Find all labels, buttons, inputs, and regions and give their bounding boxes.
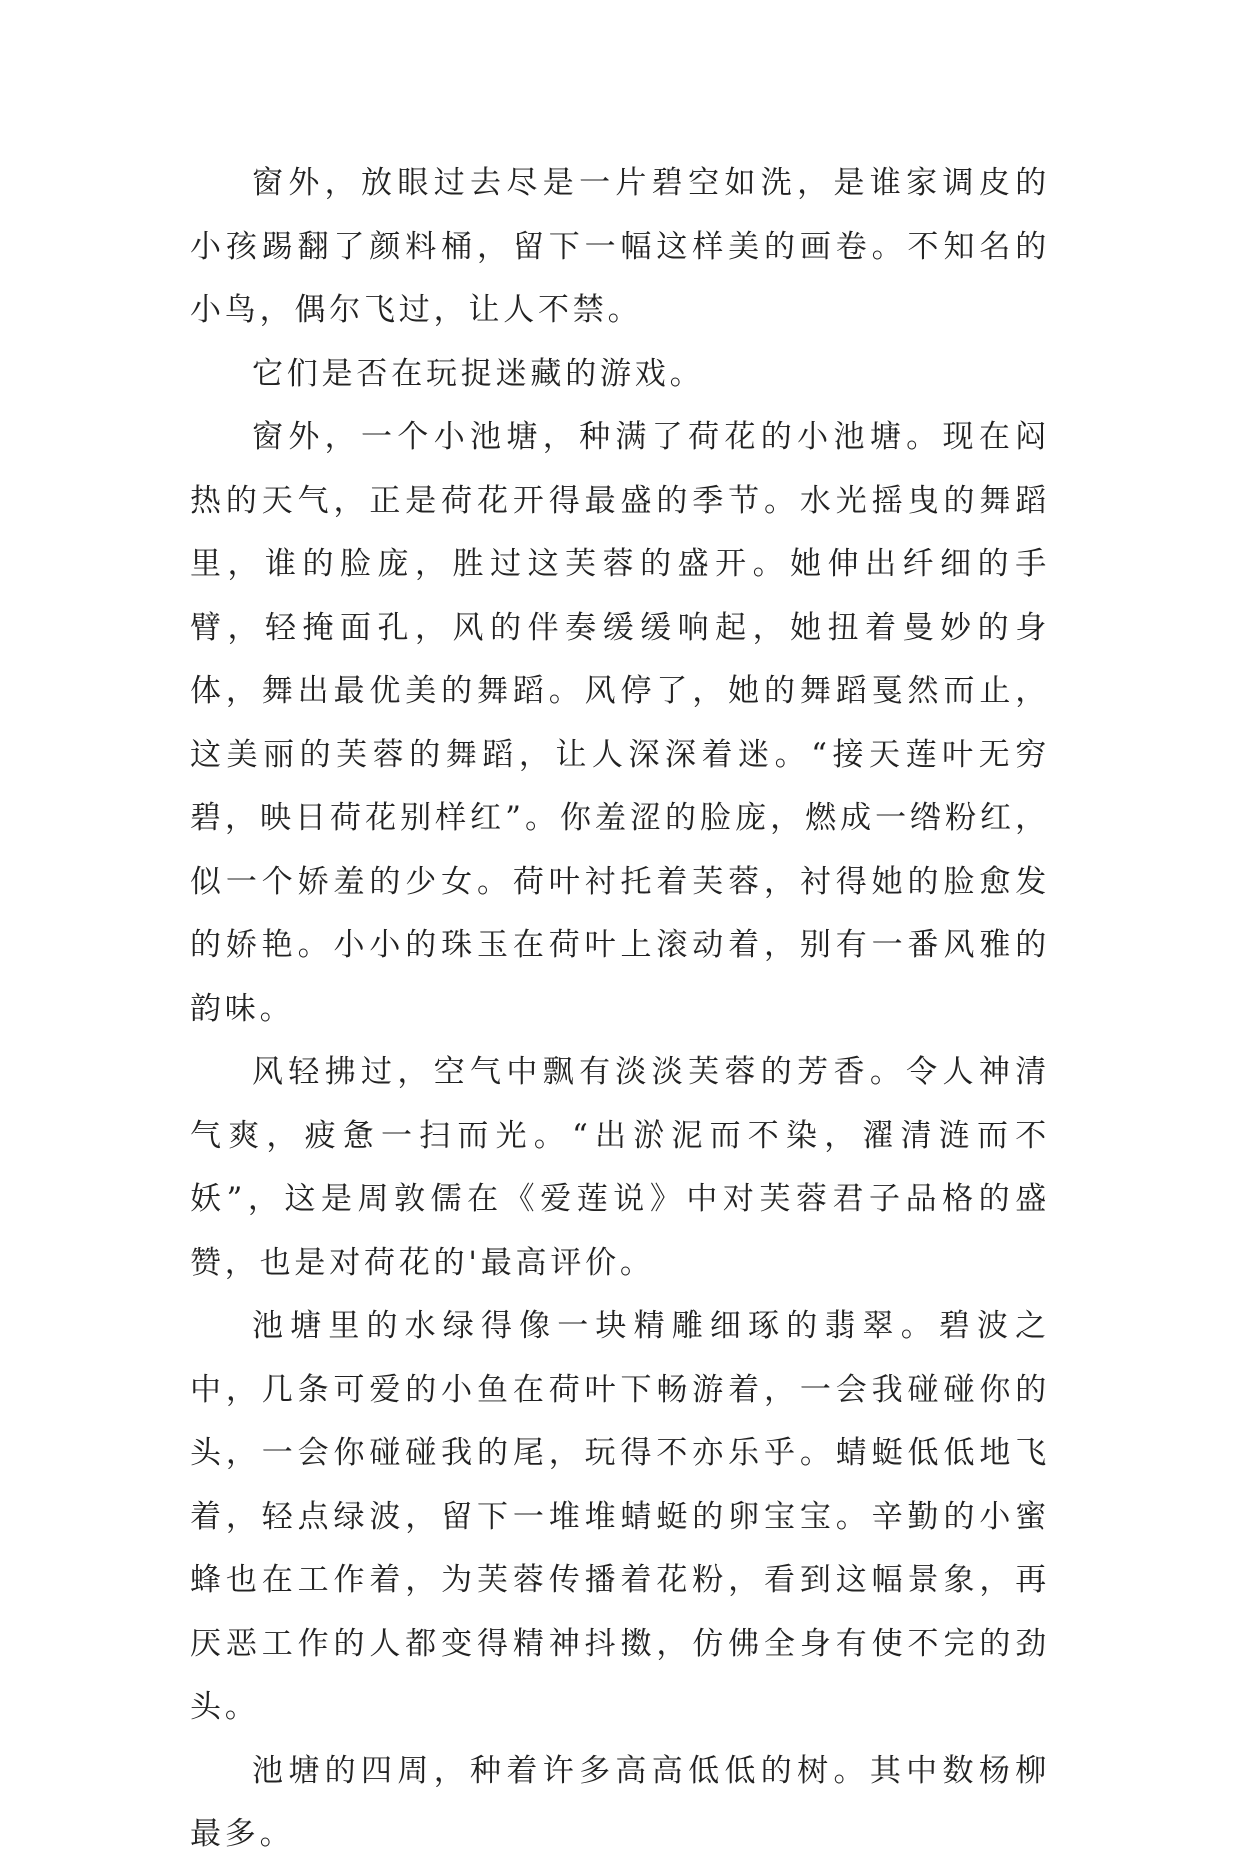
paragraph-pond-water: 池塘里的水绿得像一块精雕细琢的翡翠。碧波之中，几条可爱的小鱼在荷叶下畅游着，一会我碰碰你的头，一会你碰碰我的尾，玩得不亦乐乎。蜻蜓低低地飞着，轻点绿波，留下一堆堆蜻蜓的卵宝宝。辛勤的小蜜蜂也在工作着，为芙蓉传播着花粉，看到这幅景象，再厌恶工作的人都变得精神抖擞，仿佛全身有使不完的劲头。 xyxy=(190,1308,1050,1725)
paragraph-hide-and-seek: 它们是否在玩捉迷藏的游戏。 xyxy=(252,355,705,392)
paragraph-breeze: 风轻拂过，空气中飘有淡淡芙蓉的芳香。令人神清气爽，疲惫一扫而光。“出淤泥而不染，濯清涟而不妖”，这是周敦儒在《爱莲说》中对芙蓉君子品格的盛赞，也是对荷花的'最高评价。 xyxy=(190,1054,1050,1281)
paragraph-lotus-pond: 窗外，一个小池塘，种满了荷花的小池塘。现在闷热的天气，正是荷花开得最盛的季节。水光摇曳的舞蹈里，谁的脸庞，胜过这芙蓉的盛开。她伸出纤细的手臂，轻掩面孔，风的伴奏缓缓响起，她扭着曼妙的身体，舞出最优美的舞蹈。风停了，她的舞蹈戛然而止，这美丽的芙蓉的舞蹈，让人深深着迷。“接天莲叶无穷碧，映日荷花别样红”。你羞涩的脸庞，燃成一绺粉红，似一个娇羞的少女。荷叶衬托着芙蓉，衬得她的脸愈发的娇艳。小小的珠玉在荷叶上滚动着，别有一番风雅的韵味。 xyxy=(190,419,1050,1027)
paragraph-sky: 窗外，放眼过去尽是一片碧空如洗，是谁家调皮的小孩踢翻了颜料桶，留下一幅这样美的画卷。不知名的小鸟，偶尔飞过，让人不禁。 xyxy=(190,165,1050,328)
document-page xyxy=(190,152,1050,1867)
paragraph-trees: 池塘的四周，种着许多高高低低的树。其中数杨柳最多。 xyxy=(190,1752,1050,1852)
